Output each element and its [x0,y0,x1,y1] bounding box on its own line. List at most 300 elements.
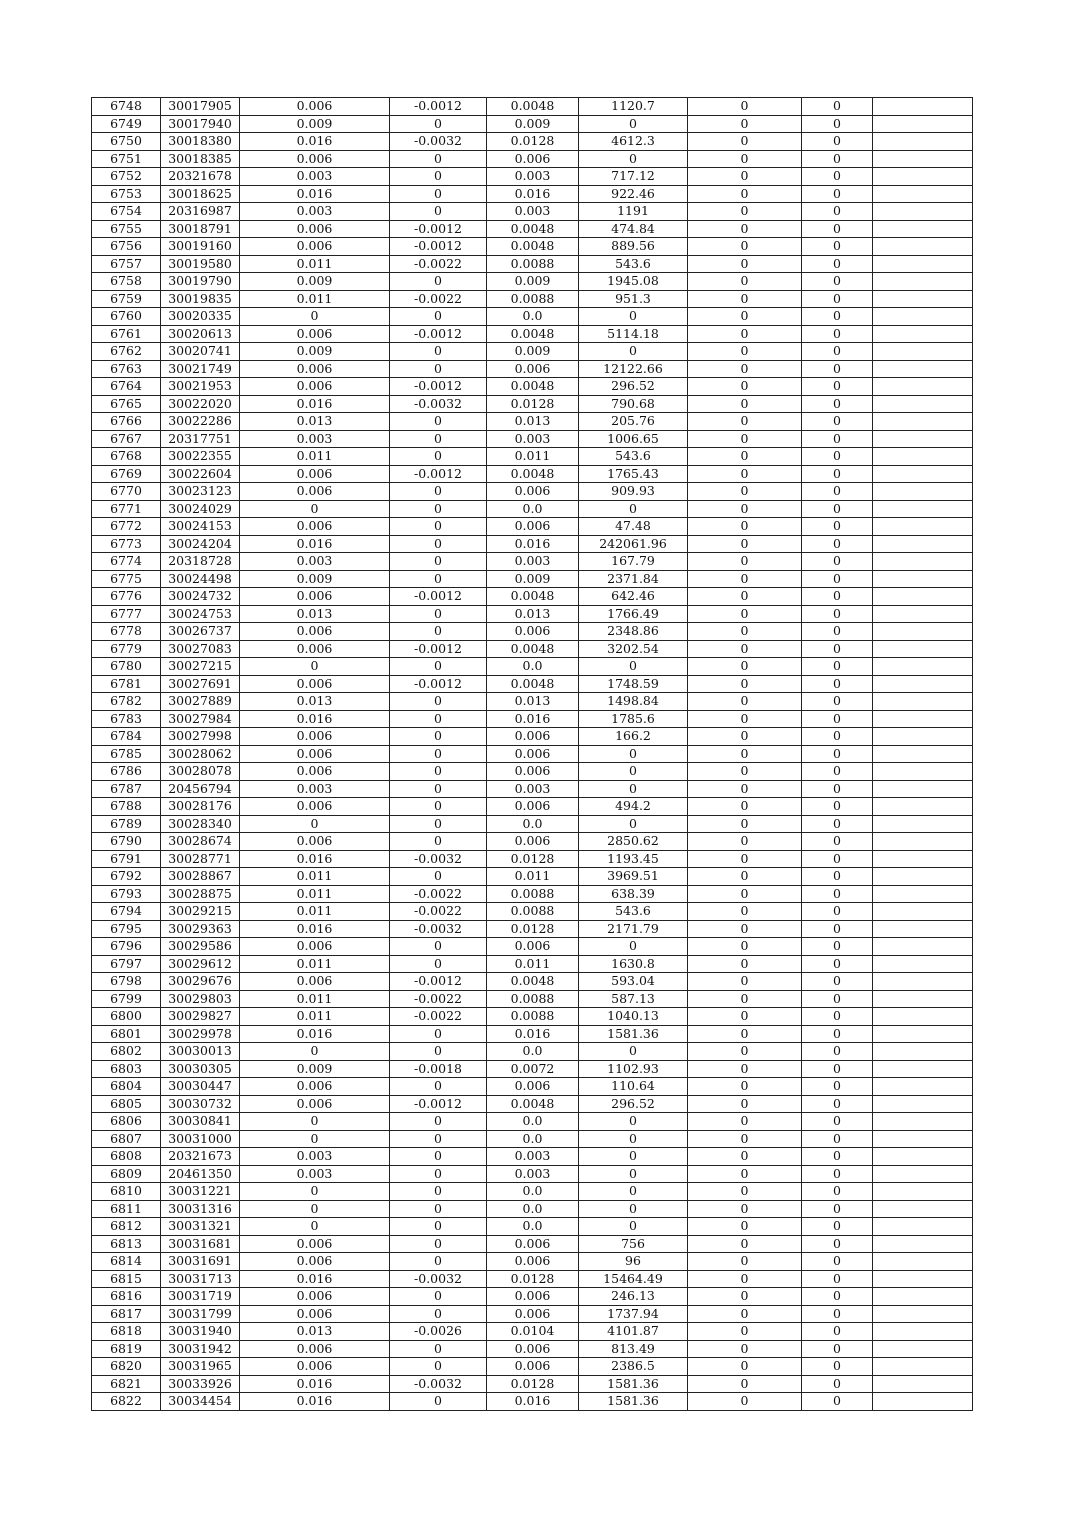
value-d-cell: 0 [688,938,802,956]
value-a-cell: 0.011 [240,448,390,466]
amount-cell: 3969.51 [579,868,688,886]
blank-cell [873,465,973,483]
index-cell: 6796 [92,938,161,956]
blank-cell [873,553,973,571]
value-e-cell: 0 [802,185,873,203]
index-cell: 6793 [92,885,161,903]
value-b-cell: 0 [390,1288,487,1306]
index-cell: 6803 [92,1060,161,1078]
amount-cell: 205.76 [579,413,688,431]
value-d-cell: 0 [688,1340,802,1358]
index-cell: 6805 [92,1095,161,1113]
amount-cell: 951.3 [579,290,688,308]
value-d-cell: 0 [688,605,802,623]
index-cell: 6791 [92,850,161,868]
value-b-cell: 0 [390,658,487,676]
value-e-cell: 0 [802,903,873,921]
index-cell: 6806 [92,1113,161,1131]
value-a-cell: 0.016 [240,1270,390,1288]
table-row [92,308,973,326]
amount-cell: 1748.59 [579,675,688,693]
index-cell: 6767 [92,430,161,448]
blank-cell [873,1008,973,1026]
blank-cell [873,448,973,466]
value-a-cell: 0.016 [240,395,390,413]
blank-cell [873,693,973,711]
amount-cell: 587.13 [579,990,688,1008]
value-a-cell: 0.003 [240,553,390,571]
value-c-cell: 0.0128 [487,395,579,413]
value-b-cell: -0.0012 [390,1095,487,1113]
value-e-cell: 0 [802,605,873,623]
value-a-cell: 0.006 [240,1340,390,1358]
value-c-cell: 0.006 [487,728,579,746]
value-d-cell: 0 [688,255,802,273]
value-e-cell: 0 [802,343,873,361]
table-row [92,1358,973,1376]
table-row [92,798,973,816]
value-c-cell: 0.006 [487,518,579,536]
index-cell: 6752 [92,168,161,186]
value-b-cell: 0 [390,1043,487,1061]
value-b-cell: 0 [390,693,487,711]
blank-cell [873,588,973,606]
id-cell: 30030305 [161,1060,240,1078]
value-d-cell: 0 [688,343,802,361]
blank-cell [873,1235,973,1253]
value-d-cell: 0 [688,920,802,938]
value-c-cell: 0.0128 [487,920,579,938]
value-d-cell: 0 [688,868,802,886]
blank-cell [873,833,973,851]
value-d-cell: 0 [688,378,802,396]
amount-cell: 242061.96 [579,535,688,553]
value-d-cell: 0 [688,1288,802,1306]
value-c-cell: 0.006 [487,763,579,781]
index-cell: 6792 [92,868,161,886]
value-b-cell: 0 [390,570,487,588]
index-cell: 6760 [92,308,161,326]
value-a-cell: 0.006 [240,745,390,763]
table-row [92,290,973,308]
table-row [92,990,973,1008]
blank-cell [873,255,973,273]
value-d-cell: 0 [688,815,802,833]
id-cell: 30033926 [161,1375,240,1393]
value-d-cell: 0 [688,1323,802,1341]
value-d-cell: 0 [688,1113,802,1131]
value-b-cell: 0 [390,938,487,956]
table-row [92,220,973,238]
table-row [92,1060,973,1078]
value-b-cell: 0 [390,745,487,763]
table-row [92,903,973,921]
value-a-cell: 0.003 [240,1165,390,1183]
amount-cell: 0 [579,1130,688,1148]
value-a-cell: 0.006 [240,483,390,501]
value-b-cell: 0 [390,1218,487,1236]
value-d-cell: 0 [688,220,802,238]
value-e-cell: 0 [802,1095,873,1113]
table-row [92,920,973,938]
value-a-cell: 0.016 [240,710,390,728]
blank-cell [873,150,973,168]
table-row [92,1393,973,1411]
amount-cell: 1945.08 [579,273,688,291]
amount-cell: 1785.6 [579,710,688,728]
blank-cell [873,98,973,116]
value-c-cell: 0.011 [487,868,579,886]
value-e-cell: 0 [802,745,873,763]
table-row [92,98,973,116]
blank-cell [873,1148,973,1166]
blank-cell [873,133,973,151]
index-cell: 6819 [92,1340,161,1358]
index-cell: 6814 [92,1253,161,1271]
table-row [92,780,973,798]
amount-cell: 1040.13 [579,1008,688,1026]
value-c-cell: 0.0088 [487,255,579,273]
value-b-cell: -0.0012 [390,588,487,606]
blank-cell [873,1060,973,1078]
amount-cell: 1102.93 [579,1060,688,1078]
index-cell: 6786 [92,763,161,781]
value-d-cell: 0 [688,465,802,483]
amount-cell: 0 [579,308,688,326]
value-d-cell: 0 [688,1393,802,1411]
id-cell: 20317751 [161,430,240,448]
value-c-cell: 0.011 [487,448,579,466]
index-cell: 6756 [92,238,161,256]
value-d-cell: 0 [688,885,802,903]
value-d-cell: 0 [688,693,802,711]
blank-cell [873,605,973,623]
table-row [92,238,973,256]
value-d-cell: 0 [688,623,802,641]
value-a-cell: 0.016 [240,1393,390,1411]
value-b-cell: 0 [390,1358,487,1376]
value-e-cell: 0 [802,1025,873,1043]
blank-cell [873,1358,973,1376]
value-b-cell: -0.0022 [390,990,487,1008]
index-cell: 6764 [92,378,161,396]
id-cell: 30029978 [161,1025,240,1043]
value-b-cell: 0 [390,448,487,466]
value-e-cell: 0 [802,658,873,676]
value-e-cell: 0 [802,360,873,378]
id-cell: 30020741 [161,343,240,361]
value-a-cell: 0.016 [240,920,390,938]
blank-cell [873,1130,973,1148]
amount-cell: 889.56 [579,238,688,256]
table-row [92,850,973,868]
amount-cell: 0 [579,150,688,168]
value-c-cell: 0.0128 [487,133,579,151]
value-e-cell: 0 [802,1008,873,1026]
table-row [92,255,973,273]
value-c-cell: 0.0088 [487,903,579,921]
index-cell: 6766 [92,413,161,431]
table-row [92,745,973,763]
index-cell: 6758 [92,273,161,291]
amount-cell: 0 [579,658,688,676]
value-d-cell: 0 [688,850,802,868]
value-a-cell: 0.006 [240,938,390,956]
table-row [92,1183,973,1201]
blank-cell [873,168,973,186]
value-b-cell: 0 [390,1165,487,1183]
value-d-cell: 0 [688,955,802,973]
value-a-cell: 0.006 [240,325,390,343]
value-e-cell: 0 [802,1200,873,1218]
value-a-cell: 0.016 [240,1375,390,1393]
value-a-cell: 0.016 [240,1025,390,1043]
table-row [92,448,973,466]
index-cell: 6774 [92,553,161,571]
value-a-cell: 0.009 [240,570,390,588]
table-row [92,168,973,186]
table-row [92,1130,973,1148]
index-cell: 6800 [92,1008,161,1026]
amount-cell: 1630.8 [579,955,688,973]
value-c-cell: 0.0 [487,1043,579,1061]
amount-cell: 296.52 [579,1095,688,1113]
index-cell: 6777 [92,605,161,623]
blank-cell [873,413,973,431]
value-e-cell: 0 [802,1130,873,1148]
value-e-cell: 0 [802,1323,873,1341]
value-b-cell: 0 [390,1253,487,1271]
value-c-cell: 0.006 [487,1358,579,1376]
amount-cell: 909.93 [579,483,688,501]
value-e-cell: 0 [802,203,873,221]
value-b-cell: 0 [390,168,487,186]
index-cell: 6795 [92,920,161,938]
value-a-cell: 0.006 [240,728,390,746]
value-b-cell: 0 [390,1305,487,1323]
value-b-cell: 0 [390,483,487,501]
value-e-cell: 0 [802,273,873,291]
table-row [92,1008,973,1026]
id-cell: 30024753 [161,605,240,623]
value-c-cell: 0.006 [487,1235,579,1253]
amount-cell: 1498.84 [579,693,688,711]
value-d-cell: 0 [688,973,802,991]
blank-cell [873,1043,973,1061]
amount-cell: 543.6 [579,255,688,273]
value-e-cell: 0 [802,850,873,868]
value-d-cell: 0 [688,115,802,133]
value-b-cell: 0 [390,763,487,781]
value-b-cell: 0 [390,553,487,571]
id-cell: 30031965 [161,1358,240,1376]
blank-cell [873,623,973,641]
value-c-cell: 0.0104 [487,1323,579,1341]
value-e-cell: 0 [802,535,873,553]
blank-cell [873,885,973,903]
value-e-cell: 0 [802,483,873,501]
table-row [92,1340,973,1358]
value-a-cell: 0.003 [240,203,390,221]
value-e-cell: 0 [802,570,873,588]
value-d-cell: 0 [688,833,802,851]
amount-cell: 5114.18 [579,325,688,343]
index-cell: 6779 [92,640,161,658]
amount-cell: 166.2 [579,728,688,746]
value-d-cell: 0 [688,588,802,606]
amount-cell: 167.79 [579,553,688,571]
index-cell: 6773 [92,535,161,553]
id-cell: 30022286 [161,413,240,431]
blank-cell [873,798,973,816]
value-c-cell: 0.006 [487,938,579,956]
amount-cell: 0 [579,780,688,798]
value-a-cell: 0 [240,308,390,326]
value-c-cell: 0.0128 [487,1270,579,1288]
value-e-cell: 0 [802,518,873,536]
value-c-cell: 0.013 [487,413,579,431]
value-e-cell: 0 [802,728,873,746]
blank-cell [873,763,973,781]
value-a-cell: 0.006 [240,1358,390,1376]
value-a-cell: 0.006 [240,675,390,693]
index-cell: 6820 [92,1358,161,1376]
value-d-cell: 0 [688,1270,802,1288]
value-d-cell: 0 [688,238,802,256]
index-cell: 6799 [92,990,161,1008]
value-d-cell: 0 [688,500,802,518]
table-row [92,343,973,361]
value-a-cell: 0.006 [240,833,390,851]
index-cell: 6798 [92,973,161,991]
value-e-cell: 0 [802,763,873,781]
table-row [92,623,973,641]
value-c-cell: 0.0 [487,1200,579,1218]
value-a-cell: 0 [240,815,390,833]
value-c-cell: 0.0048 [487,465,579,483]
id-cell: 20456794 [161,780,240,798]
amount-cell: 2348.86 [579,623,688,641]
index-cell: 6755 [92,220,161,238]
value-d-cell: 0 [688,1148,802,1166]
amount-cell: 1766.49 [579,605,688,623]
value-e-cell: 0 [802,938,873,956]
id-cell: 30024029 [161,500,240,518]
value-c-cell: 0.006 [487,833,579,851]
amount-cell: 2386.5 [579,1358,688,1376]
value-c-cell: 0.0072 [487,1060,579,1078]
blank-cell [873,658,973,676]
value-b-cell: 0 [390,728,487,746]
value-d-cell: 0 [688,98,802,116]
id-cell: 30029215 [161,903,240,921]
id-cell: 30031221 [161,1183,240,1201]
id-cell: 30028771 [161,850,240,868]
id-cell: 30018625 [161,185,240,203]
id-cell: 20321673 [161,1148,240,1166]
value-a-cell: 0.009 [240,115,390,133]
value-e-cell: 0 [802,955,873,973]
amount-cell: 494.2 [579,798,688,816]
id-cell: 30030732 [161,1095,240,1113]
value-c-cell: 0.003 [487,780,579,798]
index-cell: 6778 [92,623,161,641]
value-a-cell: 0.006 [240,518,390,536]
amount-cell: 790.68 [579,395,688,413]
value-c-cell: 0.006 [487,1078,579,1096]
id-cell: 30018791 [161,220,240,238]
value-e-cell: 0 [802,1358,873,1376]
value-a-cell: 0.006 [240,1235,390,1253]
id-cell: 20321678 [161,168,240,186]
value-b-cell: -0.0022 [390,903,487,921]
value-a-cell: 0.006 [240,973,390,991]
value-e-cell: 0 [802,115,873,133]
index-cell: 6769 [92,465,161,483]
blank-cell [873,220,973,238]
value-a-cell: 0.016 [240,185,390,203]
id-cell: 30023123 [161,483,240,501]
value-a-cell: 0 [240,1218,390,1236]
value-b-cell: 0 [390,623,487,641]
value-c-cell: 0.0048 [487,675,579,693]
id-cell: 30029827 [161,1008,240,1026]
value-c-cell: 0.009 [487,570,579,588]
value-d-cell: 0 [688,168,802,186]
value-e-cell: 0 [802,413,873,431]
blank-cell [873,500,973,518]
blank-cell [873,1183,973,1201]
id-cell: 20461350 [161,1165,240,1183]
index-cell: 6818 [92,1323,161,1341]
value-a-cell: 0.016 [240,133,390,151]
index-cell: 6771 [92,500,161,518]
table-row [92,413,973,431]
value-e-cell: 0 [802,1165,873,1183]
value-d-cell: 0 [688,150,802,168]
amount-cell: 642.46 [579,588,688,606]
value-e-cell: 0 [802,885,873,903]
blank-cell [873,115,973,133]
table-row [92,325,973,343]
value-c-cell: 0.0048 [487,973,579,991]
blank-cell [873,955,973,973]
table-row [92,1288,973,1306]
value-a-cell: 0.006 [240,98,390,116]
table-row [92,553,973,571]
value-c-cell: 0.0128 [487,850,579,868]
value-b-cell: -0.0012 [390,325,487,343]
blank-cell [873,483,973,501]
blank-cell [873,1340,973,1358]
value-e-cell: 0 [802,1288,873,1306]
value-a-cell: 0.006 [240,1095,390,1113]
index-cell: 6794 [92,903,161,921]
blank-cell [873,728,973,746]
blank-cell [873,378,973,396]
value-c-cell: 0.003 [487,203,579,221]
value-d-cell: 0 [688,1253,802,1271]
value-a-cell: 0.003 [240,780,390,798]
amount-cell: 296.52 [579,378,688,396]
table-row [92,1148,973,1166]
value-d-cell: 0 [688,360,802,378]
table-row [92,360,973,378]
value-a-cell: 0.003 [240,1148,390,1166]
value-a-cell: 0.013 [240,1323,390,1341]
id-cell: 30029803 [161,990,240,1008]
index-cell: 6781 [92,675,161,693]
